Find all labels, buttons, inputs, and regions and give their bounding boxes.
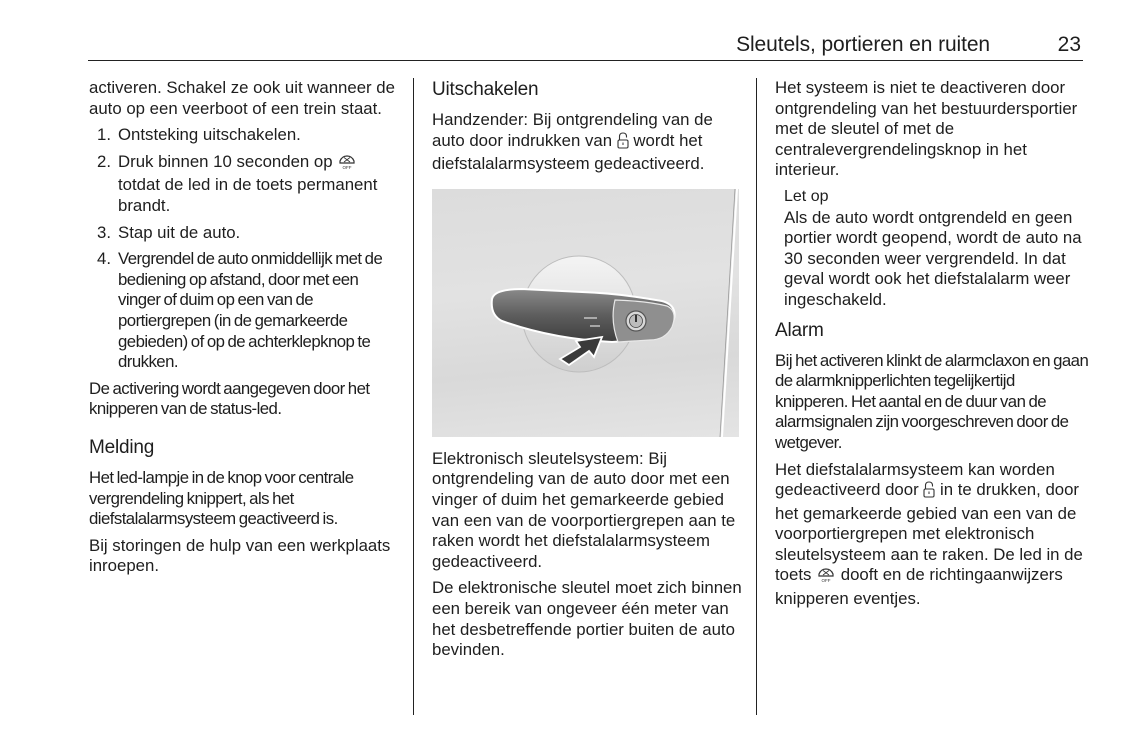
note-text: Als de auto wordt ontgrendeld en geen portier wordt geopend, wordt de auto na 30 seconden weer vergrendeld. In dat geval wordt ook het diefstalalarm weer ingeschakeld. (784, 207, 1082, 309)
range-paragraph: De elektronische sleutel moet zich binnen een bereik van ongeveer één meter van het desbetreffende portier buiten de auto bevinden. (432, 578, 742, 660)
column-1 (89, 78, 401, 583)
column-divider (756, 78, 757, 715)
alarm-off-icon (816, 567, 836, 589)
step-text: Vergrendel de auto onmiddellijk met de bediening op afstand, door met een vinger of duim op een van de portiergrepen (in de gemarkeerde gebieden) of op de achterklepknop te drukken. (118, 249, 383, 372)
column-divider (413, 78, 414, 715)
alarm-off-icon (337, 154, 357, 176)
alarm-text-part: Het diefstalalarmsysteem kan worden gedeactiveerd door (775, 459, 1055, 500)
step-number: 1. (97, 125, 111, 145)
alarm-text-part: dooft en de richtingaanwijzers knipperen eventjes. (775, 565, 1063, 609)
activation-steps (89, 125, 401, 373)
melding-paragraph: Het led-lampje in de knop voor centrale vergrendeling knippert, als het diefstalalarmsysteem geactiveerd is. (89, 467, 354, 529)
note-title: Let op (784, 187, 829, 205)
chapter-title: Sleutels, portieren en ruiten (736, 33, 990, 56)
step-text-part: totdat de led in de toets permanent brandt. (118, 175, 378, 215)
keyless-paragraph: Elektronisch sleutelsysteem: Bij ontgrendeling van de auto door met een vinger of duim het gemarkeerde gebied van een van de voorportiergrepen aan te raken wordt het diefstalalarmsysteem gedeactiveerd. (432, 448, 736, 571)
step-text: Ontsteking uitschakelen. (118, 125, 301, 145)
remote-paragraph (432, 110, 744, 175)
step-item (97, 125, 401, 146)
column-3 (775, 78, 1090, 616)
section-heading-uitschakelen: Uitschakelen (432, 79, 539, 100)
alarm-paragraph: Bij het activeren klinkt de alarmclaxon en gaan de alarmknipperlichten tegelijkertijd knipperen. Het aantal en de duur van de alarmsignalen zijn voorgeschreven door de wetgever. (775, 350, 1089, 452)
page-header (88, 30, 1083, 61)
step-item (97, 152, 401, 217)
section-heading-alarm: Alarm (775, 319, 824, 341)
step-item (97, 249, 401, 373)
activation-note: De activering wordt aangegeven door het knipperen van de status-led. (89, 378, 370, 419)
alarm-deactivate-paragraph (775, 460, 1090, 610)
melding-paragraph: Bij storingen de hulp van een werkplaats inroepen. (89, 535, 391, 576)
door-handle-illustration (432, 189, 739, 437)
note-box (784, 187, 1090, 311)
svg-text:OFF: OFF (342, 164, 352, 170)
step-text (118, 152, 401, 217)
section-heading-melding: Melding (89, 436, 155, 458)
column-2 (432, 78, 744, 667)
remote-text-part: wordt het diefstalalarmsysteem gedeactiveerd. (432, 130, 705, 174)
step-number: 2. (97, 151, 111, 171)
unlock-icon (617, 132, 629, 155)
alarm-text-part: in te drukken, door het gemarkeerde gebied van een van de voorportiergrepen met elektronisch sleutelsysteem aan te raken. De led in de toets (775, 480, 1083, 585)
no-deactivate-paragraph: Het systeem is niet te deactiveren door ontgrendeling van het bestuurdersportier met de sleutel of met de centralevergrendelingsknop in het interieur. (775, 78, 1078, 180)
step-number: 4. (97, 249, 111, 269)
step-number: 3. (97, 222, 111, 242)
step-item (97, 223, 401, 244)
intro-paragraph: activeren. Schakel ze ook uit wanneer de auto op een veerboot of een trein staat. (89, 78, 395, 118)
unlock-icon (923, 481, 935, 504)
svg-text:OFF: OFF (821, 578, 831, 584)
step-text: Stap uit de auto. (118, 222, 241, 242)
remote-text-part: Handzender: Bij ontgrendeling van de auto door indrukken van (432, 110, 713, 150)
page-number: 23 (1057, 33, 1081, 56)
step-text-part: Druk binnen 10 seconden op (118, 151, 333, 171)
